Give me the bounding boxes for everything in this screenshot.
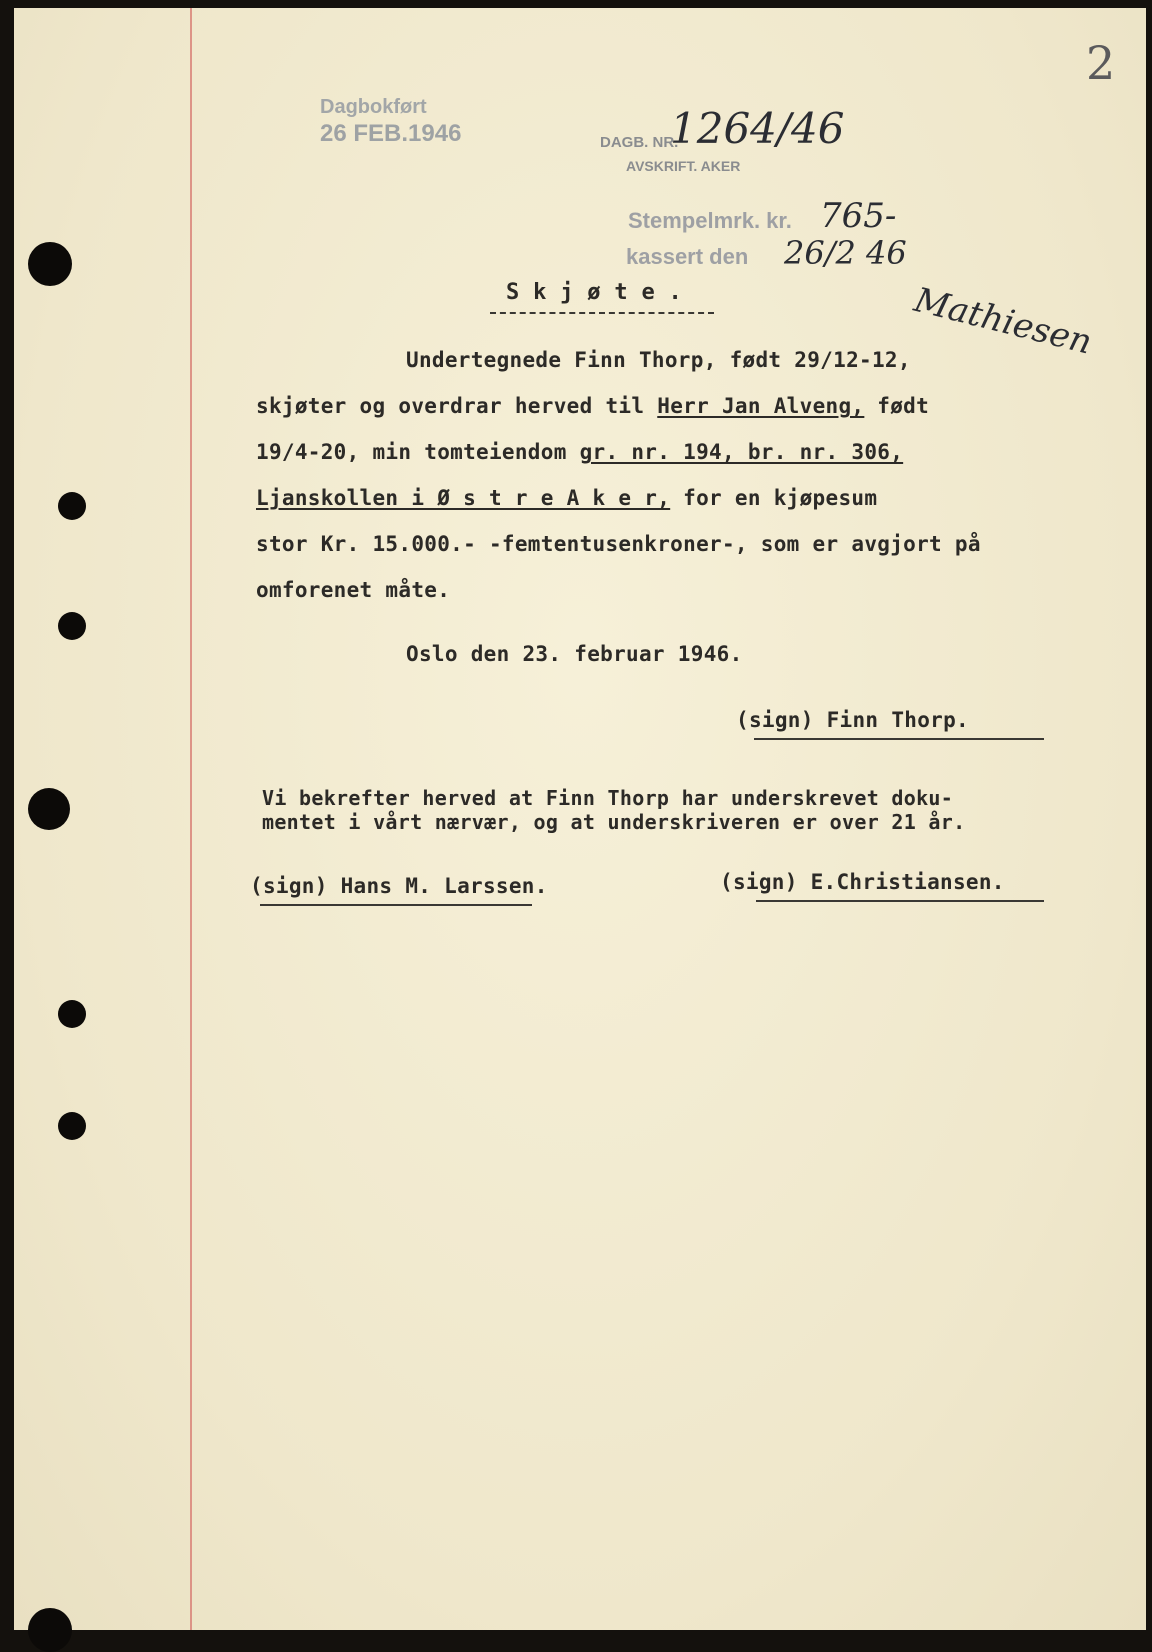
- kassert-handwritten: 26/2 46: [784, 234, 907, 272]
- witness-1-rule: [260, 904, 532, 906]
- paragraph-line-4-text: for en kjøpesum: [670, 486, 878, 510]
- handwritten-signature: Mathiesen: [910, 280, 1096, 363]
- witness-2-rule: [756, 900, 1044, 902]
- stempelmerke-handwritten: 765-: [820, 196, 897, 236]
- document-page: [14, 8, 1146, 1630]
- kassert-stamp: kassert den: [626, 244, 749, 269]
- document-title: S k j ø t e .: [506, 280, 683, 305]
- page-number: 2: [1086, 36, 1116, 90]
- paragraph-line-6: [256, 578, 450, 602]
- witness-text-line-2: mentet i vårt nærvær, og at underskriveren er over 21 år.: [262, 810, 966, 834]
- witness-1-signature: (sign) Hans M. Larssen.: [250, 874, 548, 898]
- punch-hole: [28, 1608, 72, 1652]
- paragraph-line-5: [256, 532, 981, 556]
- paragraph-line-1: [406, 348, 911, 372]
- punch-hole: [58, 612, 86, 640]
- dagb-nr-handwritten: 1264/46: [670, 104, 845, 153]
- avskrift-stamp: AVSKRIFT. AKER: [626, 158, 741, 174]
- paragraph-line-6-text: omforenet måte.: [256, 578, 451, 602]
- paragraph-line-4: [256, 486, 877, 510]
- title-rule: [490, 312, 714, 314]
- dagb-nr-stamp: DAGB. NR.: [600, 134, 679, 151]
- punch-hole: [28, 788, 70, 830]
- property-reference: gr. nr. 194, br. nr. 306,: [579, 440, 904, 464]
- paragraph-line-3-text: 19/4-20, min tomteiendom: [256, 440, 580, 464]
- paragraph-line-5-text: stor Kr. 15.000.- -femtentusenkroner-, som er avgjort på: [256, 532, 981, 556]
- dagbokfort-stamp: Dagbokført: [320, 96, 427, 118]
- punch-hole: [58, 1112, 86, 1140]
- buyer-name: Herr Jan Alveng,: [657, 394, 865, 418]
- paragraph-line-2-text-b: født: [864, 394, 930, 418]
- paragraph-line-3: [256, 440, 903, 464]
- paragraph-line-2-text-a: skjøter og overdrar herved til: [256, 394, 658, 418]
- witness-2-signature: (sign) E.Christiansen.: [720, 870, 1005, 894]
- punch-hole: [28, 242, 72, 286]
- property-location: Ljanskollen i Ø s t r e A k e r,: [256, 486, 671, 510]
- dagbokfort-date-stamp: 26 FEB.1946: [320, 120, 462, 147]
- seller-signature-rule: [754, 738, 1044, 740]
- paragraph-line-1-text: Undertegnede Finn Thorp, født 29/12-12,: [406, 348, 911, 372]
- witness-text-line-1: Vi bekrefter herved at Finn Thorp har underskrevet doku-: [262, 786, 954, 810]
- punch-hole: [58, 1000, 86, 1028]
- punch-hole: [58, 492, 86, 520]
- seller-signature: (sign) Finn Thorp.: [736, 708, 969, 732]
- stempelmerke-stamp: Stempelmrk. kr.: [628, 208, 792, 233]
- paragraph-line-2: [256, 394, 929, 418]
- margin-line: [190, 8, 192, 1630]
- place-date: Oslo den 23. februar 1946.: [406, 642, 743, 666]
